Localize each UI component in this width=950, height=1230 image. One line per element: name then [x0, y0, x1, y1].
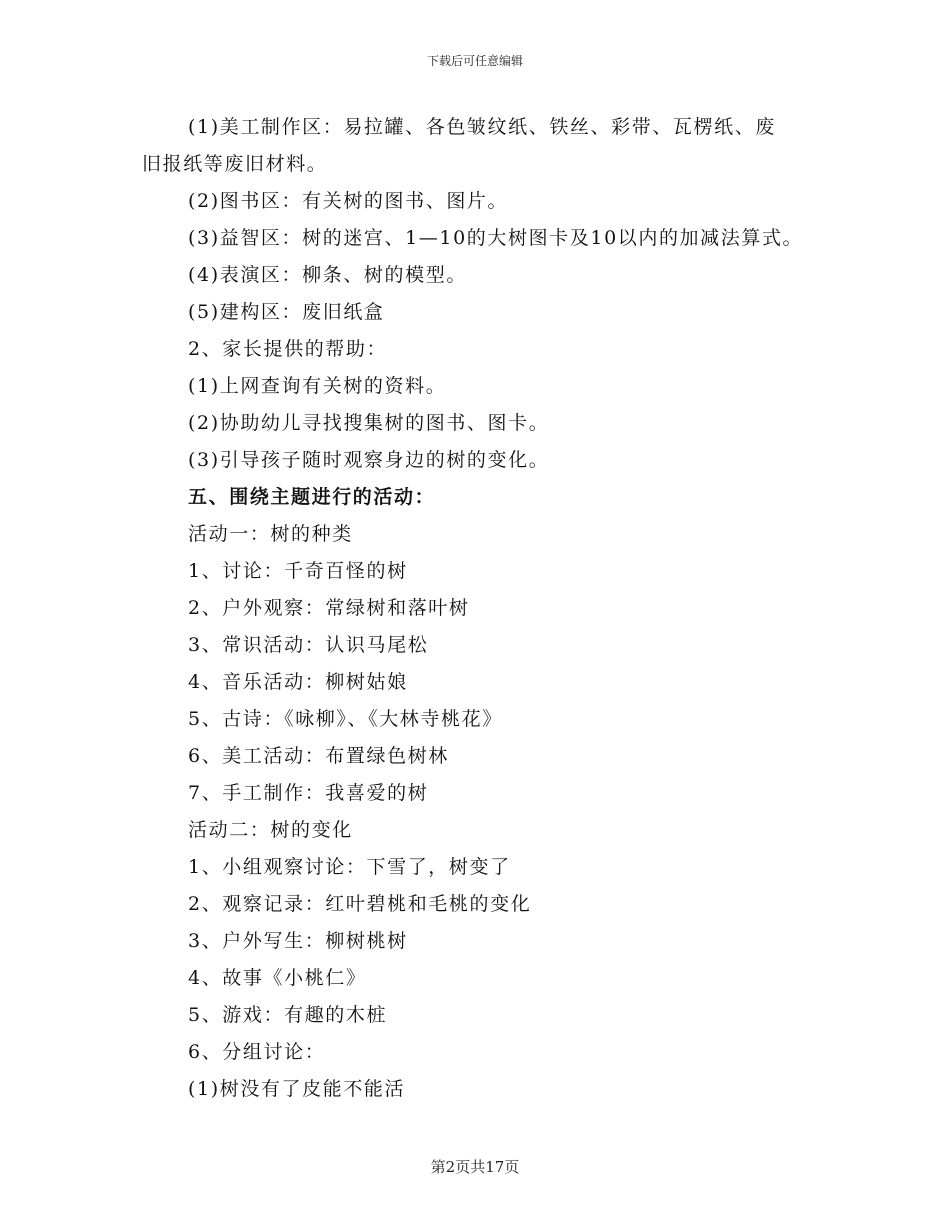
- page-footer: 第2页共17页: [430, 1158, 520, 1176]
- list-item: 5、古诗：《咏柳》、《大林寺桃花》: [188, 708, 503, 730]
- list-item: 2、户外观察：常绿树和落叶树: [188, 597, 470, 619]
- list-item: (4)表演区：柳条、树的模型。: [188, 264, 467, 286]
- activity-title: 活动一：树的种类: [188, 523, 353, 545]
- list-item: (2)协助幼儿寻找搜集树的图书、图卡。: [188, 412, 550, 434]
- list-item: (1)美工制作区：易拉罐、各色皱纹纸、铁丝、彩带、瓦楞纸、废: [188, 116, 776, 138]
- list-item: (5)建构区：废旧纸盒: [188, 301, 385, 323]
- list-item: (2)图书区：有关树的图书、图片。: [188, 190, 509, 212]
- list-item: 4、故事《小桃仁》: [188, 967, 367, 989]
- list-item: (1)树没有了皮能不能活: [188, 1078, 406, 1100]
- activity-title: 活动二：树的变化: [188, 819, 353, 841]
- list-item: 5、游戏：有趣的木桩: [188, 1004, 388, 1026]
- list-item: 4、音乐活动：柳树姑娘: [188, 671, 408, 693]
- list-item: (3)益智区：树的迷宫、1—10的大树图卡及10以内的加减法算式。: [188, 227, 804, 249]
- section-heading: 五、围绕主题进行的活动：: [188, 486, 436, 508]
- list-item: 3、常识活动：认识马尾松: [188, 634, 429, 656]
- list-item-continuation: 旧报纸等废旧材料。: [142, 153, 328, 175]
- page-header: 下载后可任意编辑: [426, 54, 523, 68]
- list-item: 7、手工制作：我喜爱的树: [188, 782, 429, 804]
- list-item: 2、家长提供的帮助：: [188, 338, 388, 360]
- list-item: (1)上网查询有关树的资料。: [188, 375, 447, 397]
- list-item: 6、分组讨论：: [188, 1041, 326, 1063]
- list-item: 1、小组观察讨论：下雪了，树变了: [188, 856, 511, 878]
- list-item: 2、观察记录：红叶碧桃和毛桃的变化: [188, 893, 532, 915]
- list-item: (3)引导孩子随时观察身边的树的变化。: [188, 449, 550, 471]
- list-item: 1、讨论：千奇百怪的树: [188, 560, 408, 582]
- list-item: 3、户外写生：柳树桃树: [188, 930, 408, 952]
- list-item: 6、美工活动：布置绿色树林: [188, 745, 449, 767]
